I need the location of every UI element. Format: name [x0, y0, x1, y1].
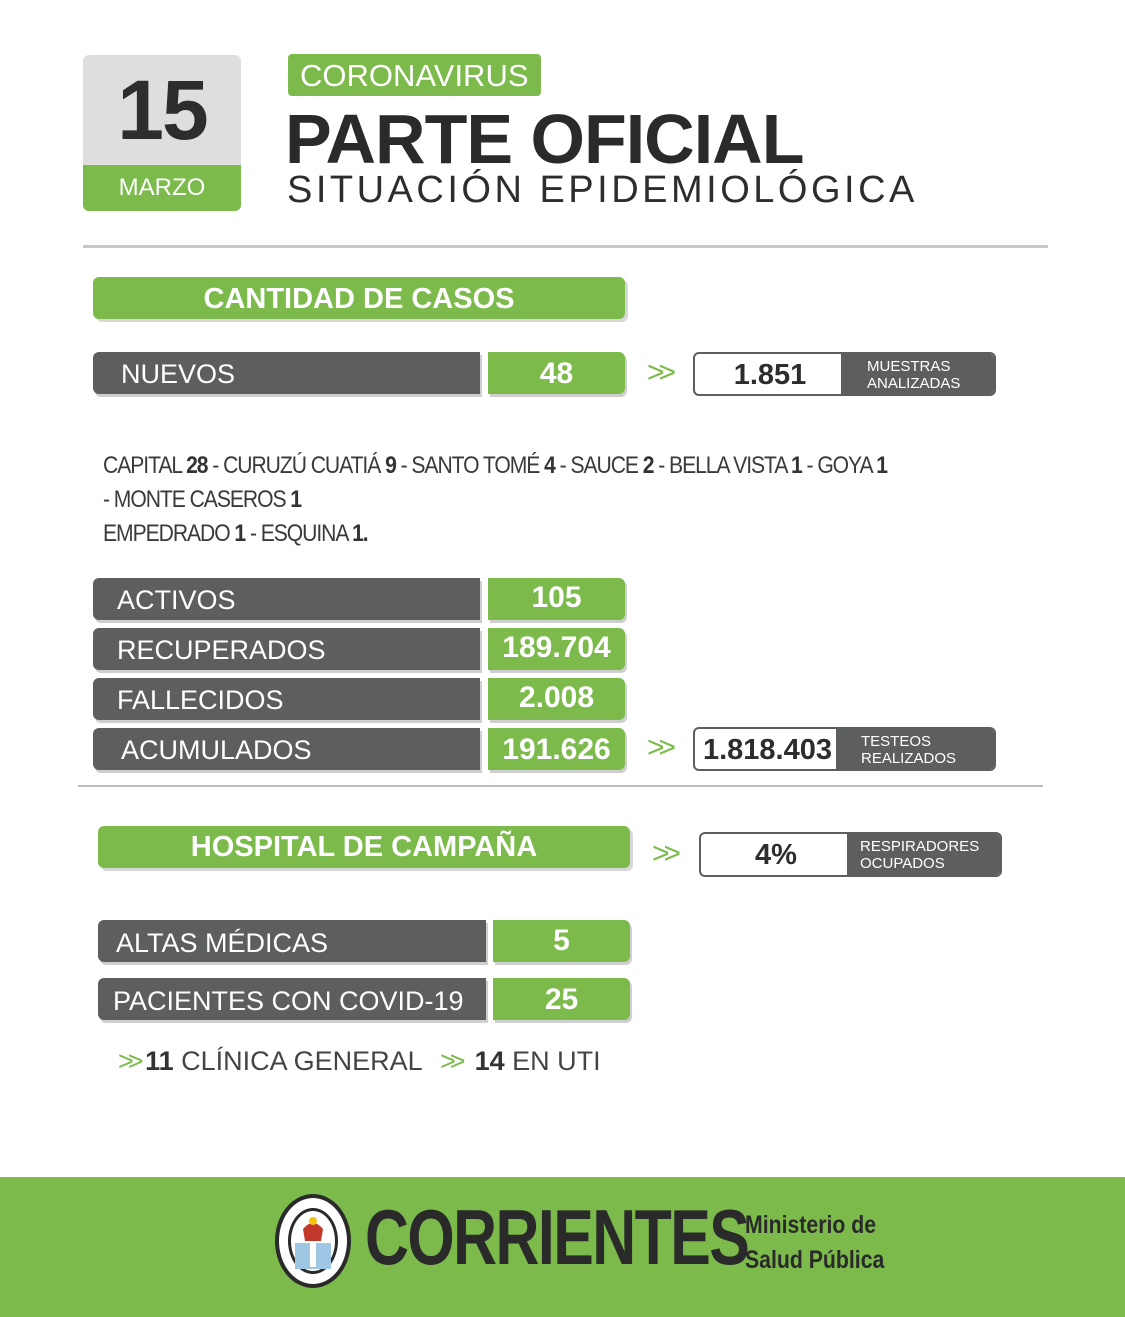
city-count: 1: [290, 486, 301, 513]
chevron-right-icon: >>: [652, 837, 676, 870]
muestras-label-line2: ANALIZADAS: [867, 375, 961, 392]
city-name: MONTE CASEROS: [113, 486, 286, 513]
city-count: 1: [234, 520, 246, 547]
recuperados-value: 189.704: [488, 628, 625, 670]
date-badge: [83, 55, 241, 211]
date-day: 15: [117, 63, 207, 157]
pacientes-value: 25: [493, 978, 630, 1020]
activos-label: ACTIVOS: [93, 578, 480, 620]
city-name: CURUZÚ CUATIÁ: [223, 452, 381, 479]
chevron-right-icon: >>: [118, 1046, 138, 1076]
city-count: 28: [186, 452, 208, 479]
cities-line-1: CAPITAL 28 - CURUZÚ CUATIÁ 9 - SANTO TOMÉ 4 - SAUCE 2 - BELLA VISTA 1 - GOYA 1 - MONTE CASEROS 1: [103, 452, 887, 513]
nuevos-label: NUEVOS: [93, 352, 480, 394]
testeos-pill: [693, 727, 996, 771]
city-name: CAPITAL: [103, 452, 182, 479]
respiradores-label-line1: RESPIRADORES: [860, 838, 980, 855]
ministry-name: [745, 1208, 884, 1278]
city-name: SANTO TOMÉ: [411, 452, 540, 479]
testeos-label-line2: REALIZADOS: [861, 750, 957, 767]
brand-name: CORRIENTES: [365, 1193, 749, 1281]
muestras-value: 1.851: [733, 359, 807, 391]
testeos-label-line1: TESTEOS: [861, 733, 932, 750]
muestras-label: [841, 354, 994, 394]
activos-value: 105: [488, 578, 625, 620]
ministry-line1: Ministerio de: [745, 1211, 877, 1239]
city-count: 1.: [352, 520, 368, 547]
clinica-general-line: [118, 1046, 423, 1077]
muestras-label-line1: MUESTRAS: [867, 358, 951, 375]
section-divider: [78, 785, 1043, 787]
nuevos-value: 48: [488, 352, 625, 394]
respiradores-pill: [699, 832, 1002, 877]
testeos-label: [836, 729, 994, 769]
date-month: MARZO: [83, 165, 241, 211]
header-divider: [83, 245, 1048, 248]
cases-section-title: CANTIDAD DE CASOS: [93, 277, 625, 319]
chevron-right-icon: >>: [440, 1046, 460, 1076]
coronavirus-tag: CORONAVIRUS: [288, 54, 541, 96]
city-name: SAUCE: [570, 452, 638, 479]
acumulados-label: ACUMULADOS: [93, 728, 480, 770]
clinica-label: CLÍNICA GENERAL: [181, 1046, 423, 1076]
city-count: 4: [544, 452, 555, 479]
city-name: BELLA VISTA: [669, 452, 787, 479]
altas-label: ALTAS MÉDICAS: [98, 920, 486, 962]
chevron-right-icon: >>: [647, 356, 671, 389]
ministry-line2: Salud Pública: [745, 1246, 885, 1274]
altas-value: 5: [493, 920, 630, 962]
city-count: 1: [876, 452, 887, 479]
cities-line-2: EMPEDRADO 1 - ESQUINA 1.: [103, 520, 368, 547]
respiradores-value: 4%: [755, 839, 797, 871]
city-name: GOYA: [817, 452, 872, 479]
city-count: 9: [385, 452, 396, 479]
fallecidos-value: 2.008: [488, 678, 625, 720]
pacientes-label: PACIENTES CON COVID-19: [98, 978, 486, 1020]
uti-label: EN UTI: [512, 1046, 601, 1076]
fallecidos-label: FALLECIDOS: [93, 678, 480, 720]
city-name: ESQUINA: [260, 520, 348, 547]
uti-count: 14: [474, 1046, 505, 1076]
respiradores-label-line2: OCUPADOS: [860, 855, 945, 872]
respiradores-label: [847, 834, 1000, 875]
chevron-right-icon: >>: [647, 731, 671, 764]
cities-breakdown: [103, 449, 895, 551]
muestras-pill: [693, 352, 996, 396]
city-count: 1: [791, 452, 802, 479]
page-title: PARTE OFICIAL: [285, 100, 804, 178]
city-count: 2: [642, 452, 654, 479]
clinica-count: 11: [145, 1046, 174, 1076]
uti-line: [440, 1046, 601, 1077]
provincial-seal-icon: [273, 1191, 353, 1291]
city-name: EMPEDRADO: [103, 520, 230, 547]
acumulados-value: 191.626: [488, 728, 625, 770]
page-subtitle: SITUACIÓN EPIDEMIOLÓGICA: [287, 169, 918, 211]
testeos-value: 1.818.403: [702, 734, 832, 766]
recuperados-label: RECUPERADOS: [93, 628, 480, 670]
hospital-section-title: HOSPITAL DE CAMPAÑA: [98, 826, 630, 868]
